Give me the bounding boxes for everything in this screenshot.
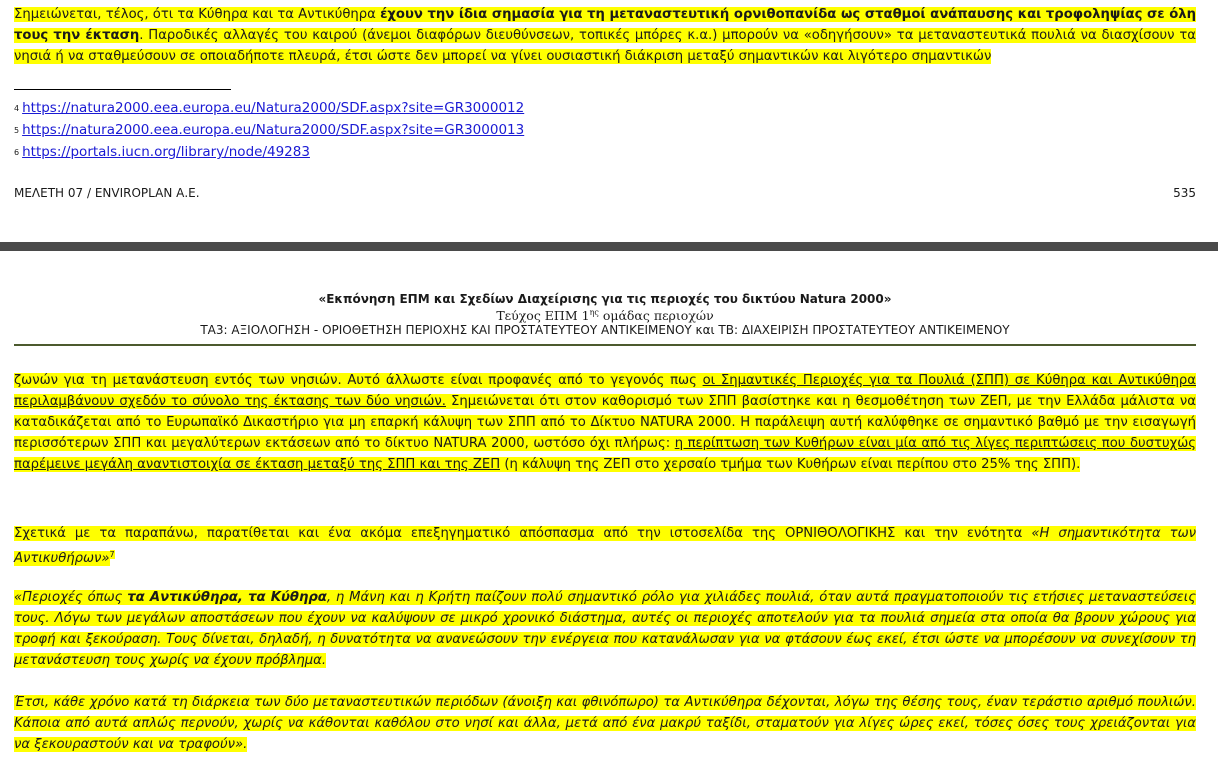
paragraph-text: . Παροδικές αλλαγές του καιρού (άνεμοι διαφόρων διευθύνσεων, τοπικές μπόρες κ.α.) μπορούν να «οδηγήσουν» τα μεταναστευτικά πουλιά να διασχίσουν τα νησιά ή να σταθμεύσουν σε οποιαδήποτε πλευρά, έτσι ώστε δεν μπορεί να γίνει ουσιαστική διάκριση μεταξύ σημαντικών και λιγότερο σημαντικών	[14, 28, 1197, 64]
page-separator	[0, 242, 1218, 251]
italic-text: «Η σημαντικότητα των Αντικυθήρων»	[14, 526, 1196, 567]
paragraph-text: (η κάλυψη της ΖΕΠ στο χερσαίο τμήμα των Κυθήρων είναι περίπου στο 25% της ΣΠΠ).	[500, 457, 1081, 472]
header-section-line: ΤΑ3: ΑΞΙΟΛΟΓΗΣΗ - ΟΡΙΟΘΕΤΗΣΗ ΠΕΡΙΟΧΗΣ ΚΑΙ ΠΡΟΣΤΑΤΕΥΤΕΟΥ ΑΝΤΙΚΕΙΜΕΝΟΥ και ΤΒ: ΔΙΑΧΕΙΡΙΣΗ ΠΡΟΣΤΑΤΕΥΤΕΟΥ ΑΝΤΙΚΕΙΜΕΝΟΥ	[200, 323, 1010, 338]
emphasized-text: έχουν την ίδια σημασία για τη μεταναστευτική ορνιθοπανίδα ως σταθμοί ανάπαυσης και τροφοληψίας σε όλη τους την έκταση	[14, 7, 1196, 43]
underlined-text: οι Σημαντικές Περιοχές για τα Πουλιά (ΣΠΠ) σε Κύθηρα και Αντικύθηρα περιλαμβάνουν σχεδόν το σύνολο της έκτασης των δύο νησιών.	[14, 373, 1196, 409]
header-subtitle-pre: Τεύχος ΕΠΜ 1	[496, 308, 590, 324]
footnote-5	[14, 121, 524, 139]
paragraph-quote-2	[14, 692, 1196, 755]
header-subtitle-post: ομάδας περιοχών	[598, 308, 714, 324]
footer-study-label: ΜΕΛΕΤΗ 07 / ENVIROPLAN Α.Ε.	[14, 186, 200, 200]
paragraph-spa-coverage	[14, 370, 1196, 475]
footnote-6	[14, 143, 310, 161]
footnote-separator	[14, 89, 231, 90]
page-number: 535	[1173, 186, 1196, 200]
footnote-number: 4	[14, 104, 20, 113]
footnote-ref: 7	[109, 550, 115, 559]
footnote-link[interactable]: https://portals.iucn.org/library/node/49283	[22, 144, 310, 160]
quote-text: , η Μάνη και η Κρήτη παίζουν πολύ σημαντικό ρόλο για χιλιάδες πουλιά, όταν αυτά πραγματοποιούν τις ετήσιες μεταναστεύσεις τους. Λόγω των μεγάλων αποστάσεων που έχουν να καλύψουν σε μικρό χρονικό διάστημα, αυτές οι περιοχές αποτελούν για τα πουλιά σημεία στα οποία θα βρουν χώρους για τροφή και ξεκούραση. Τους δίνεται, δηλαδή, η δυνατότητα να ανανεώσουν την ενέργεια που κατανάλωσαν για να φτάσουν έως εκεί, έτσι ώστε να μπορέσουν να συνεχίσουν τη μετανάστευση τους χωρίς να έχουν πρόβλημα.	[14, 590, 1197, 668]
footnote-link[interactable]: https://natura2000.eea.europa.eu/Natura2000/SDF.aspx?site=GR3000013	[22, 122, 525, 138]
page-footer	[14, 185, 1196, 201]
header-subtitle	[14, 306, 1196, 323]
paragraph-text: Σημειώνεται, τέλος, ότι τα Κύθηρα και τα Αντικύθηρα	[14, 7, 381, 22]
quote-text: «Περιοχές όπως	[14, 590, 128, 605]
paragraph-text: Σχετικά με τα παραπάνω, παρατίθεται και ένα ακόμα επεξηγηματικό απόσπασμα από την ιστοσελίδα της ΟΡΝΙΘΟΛΟΓΙΚΗΣ και την ενότητα	[14, 526, 1032, 541]
header-title: «Εκπόνηση ΕΠΜ και Σχεδίων Διαχείρισης για τις περιοχές του δικτύου Natura 2000»	[318, 292, 892, 306]
quote-bold-text: τα Αντικύθηρα, τα Κύθηρα	[127, 590, 327, 605]
header-rule	[14, 344, 1196, 346]
document-page-535	[0, 0, 1218, 242]
quote-text: Έτσι, κάθε χρόνο κατά τη διάρκεια των δύο μεταναστευτικών περιόδων (άνοιξη και φθινόπωρο) τα Αντικύθηρα δέχονται, λόγω της θέσης τους, έναν τεράστιο αριθμό πουλιών. Κάποια από αυτά απλώς περνούν, χωρίς να κάθονται καθόλου στο νησί και άλλα, μετά από ένα μακρύ ταξίδι, σταματούν για λίγες ώρες εκεί, τόσες όσες τους χρειάζονται για να ξεκουραστούν και να τραφούν».	[14, 695, 1196, 752]
paragraph-quote-1	[14, 587, 1196, 671]
footnote-link[interactable]: https://natura2000.eea.europa.eu/Natura2000/SDF.aspx?site=GR3000012	[22, 100, 525, 116]
footnote-number: 6	[14, 148, 20, 157]
footnote-number: 5	[14, 126, 20, 135]
paragraph-excerpt-intro	[14, 523, 1196, 569]
paragraph-migration-significance	[14, 4, 1196, 67]
paragraph-text: ζωνών για τη μετανάστευση εντός των νησιών. Αυτό άλλωστε είναι προφανές από το γεγονός πως	[14, 373, 703, 388]
paragraph-text: Σημειώνεται ότι στον καθορισμό των ΣΠΠ βασίστηκε και η θεσμοθέτηση των ΖΕΠ, με την Ελλάδα μάλιστα να καταδικάζεται από το Ευρωπαϊκό Δικαστήριο για μη επαρκή κάλυψη των ΣΠΠ από το Δίκτυο NATURA 2000. Η παράλειψη αυτή καλύφθηκε σε σημαντικό βαθμό με την εισαγωγή περισσότερων ΣΠΠ και μεγαλύτερων εκτάσεων από το δίκτυο NATURA 2000, ωστόσο όχι πλήρως:	[14, 394, 1196, 451]
header-subtitle-sup: ης	[589, 308, 599, 317]
page-header	[14, 292, 1196, 337]
footnote-4	[14, 99, 524, 117]
underlined-text: η περίπτωση των Κυθήρων είναι μία από τις λίγες περιπτώσεις που δυστυχώς παρέμεινε μεγάλη αναντιστοιχία σε έκταση μεταξύ της ΣΠΠ και της ΖΕΠ	[14, 436, 1197, 472]
